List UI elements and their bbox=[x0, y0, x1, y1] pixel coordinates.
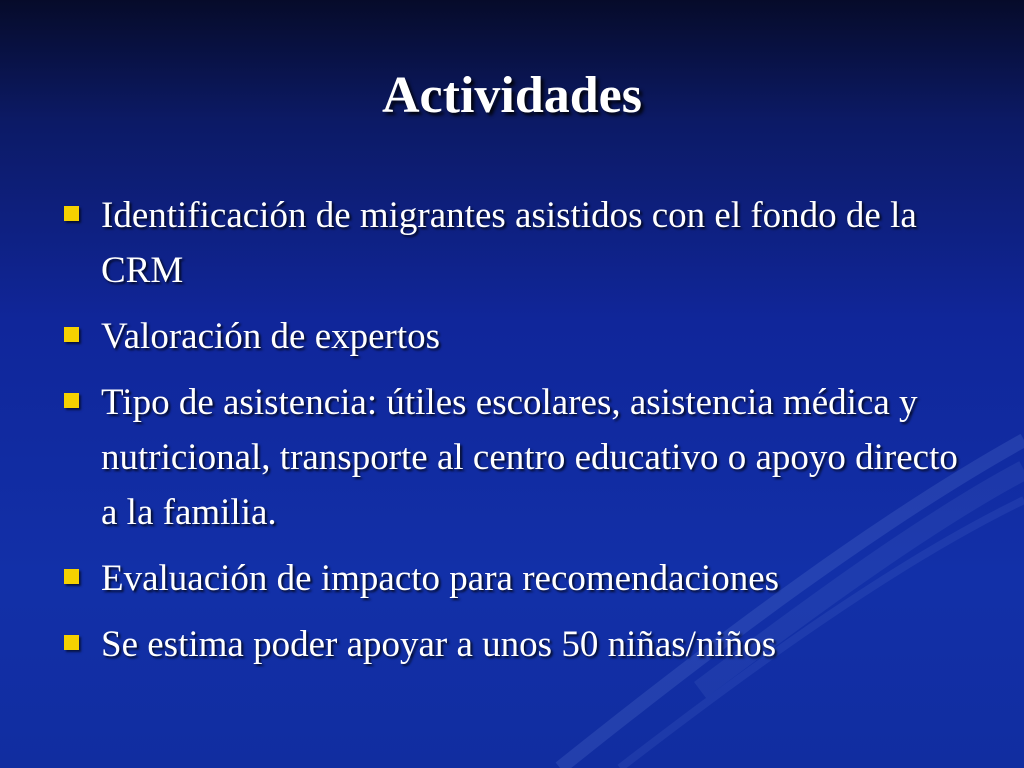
bullet-text: Evaluación de impacto para recomendaciones bbox=[101, 558, 780, 599]
square-bullet-icon bbox=[64, 206, 79, 221]
bullet-item bbox=[0, 617, 1024, 672]
bullet-list bbox=[0, 188, 1024, 683]
square-bullet-icon bbox=[64, 635, 79, 650]
bullet-text: Se estima poder apoyar a unos 50 niñas/niños bbox=[101, 624, 777, 665]
bullet-item bbox=[0, 375, 1024, 540]
bullet-text: Identificación de migrantes asistidos con el fondo de la CRM bbox=[101, 195, 917, 291]
bullet-item bbox=[0, 551, 1024, 606]
bullet-item bbox=[0, 309, 1024, 364]
slide-title: Actividades bbox=[382, 67, 642, 124]
bullet-item bbox=[0, 188, 1024, 298]
square-bullet-icon bbox=[64, 327, 79, 342]
square-bullet-icon bbox=[64, 393, 79, 408]
bullet-text: Valoración de expertos bbox=[101, 316, 441, 357]
bullet-text: Tipo de asistencia: útiles escolares, asistencia médica y nutricional, transporte al centro educativo o apoyo directo a la familia. bbox=[101, 382, 958, 533]
square-bullet-icon bbox=[64, 569, 79, 584]
